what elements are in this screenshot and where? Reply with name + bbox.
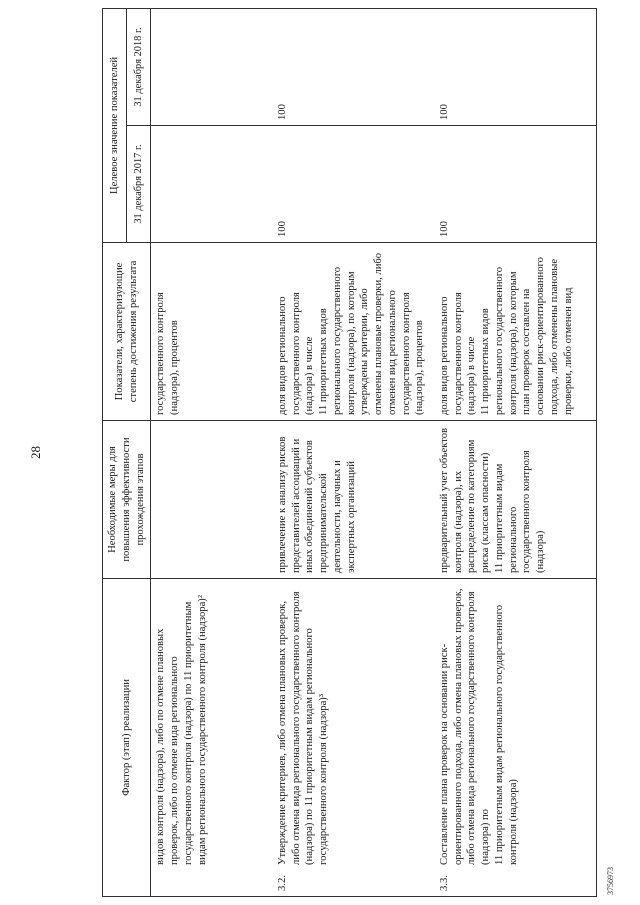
value-2018: 100	[435, 9, 597, 126]
value-2017	[151, 126, 273, 243]
value-2017: 100	[273, 126, 435, 243]
header-indicators: Показатели, характеризующие степень достижения результата	[103, 243, 151, 421]
factor-text: Утверждение критериев, либо отмена плановых проверок, либо отмена вида регионального государственного контроля (надзора) по 11 приоритетным видам регионального государственного контроля (надзора)³	[276, 591, 330, 865]
indicators-cell: доля видов регионального государственного контроля (надзора) в числе 11 приоритетных видов регионального государственного контроля (надзора), по которым план проверок составлен на основании риск-ориентированного подхода, либо отменены плановые проверки, либо отменен вид	[435, 243, 597, 421]
indicators-cell: доля видов регионального государственного контроля (надзора) в числе 11 приоритетных видов регионального государственного контроля (надзора), по которым утверждены критерии, либо отменены плановые проверки, либо отменен вид регионального государственного контроля (надзора), процентов	[273, 243, 435, 421]
factor-cell	[273, 579, 435, 897]
document-code: 3756973	[606, 867, 615, 895]
row-number: 3.3.	[438, 875, 450, 891]
header-target: Целевое значение показателей	[103, 9, 127, 243]
value-2018: 100	[273, 9, 435, 126]
table-row	[273, 9, 435, 897]
table-row	[435, 9, 597, 897]
factor-cell	[151, 579, 273, 897]
indicators-table	[102, 8, 597, 897]
header-factor: Фактор (этап) реализации	[103, 579, 151, 897]
header-measures: Необходимые меры для повышения эффективности прохождения этапов	[103, 421, 151, 579]
measures-cell: предварительный учет объектов контроля (надзора), их распределение по категориям риска (классам опасности) 11 приоритетным видам регионального государственного контроля (надзора)	[435, 421, 597, 579]
indicators-cell: государственного контроля (надзора), процентов	[151, 243, 273, 421]
value-2018	[151, 9, 273, 126]
value-2017: 100	[435, 126, 597, 243]
row-number: 3.2.	[276, 875, 288, 891]
factor-text: Составление плана проверок на основании риск-ориентированного подхода, либо отмена плановых проверок, либо отмена вида регионального государственного контроля (надзора) по 11 приоритетным видам регионального государственного контроля (надзора)	[438, 588, 519, 865]
header-date-2018: 31 декабря 2018 г.	[127, 9, 151, 126]
measures-cell	[151, 421, 273, 579]
measures-cell: привлечение к анализу рисков представителей ассоциаций и иных объединений субъектов предпринимательской деятельности, научных и экспертных организаций	[273, 421, 435, 579]
header-date-2017: 31 декабря 2017 г.	[127, 126, 151, 243]
factor-text: видов контроля (надзора), либо по отмене плановых проверок, либо по отмене вида регионального государственного контроля (надзора) по 11 приоритетным видам регионального государственного контроля (надзора)²	[155, 595, 208, 865]
page-number: 28	[28, 446, 43, 459]
row-number	[154, 869, 209, 891]
factor-cell	[435, 579, 597, 897]
table-row	[151, 9, 273, 897]
